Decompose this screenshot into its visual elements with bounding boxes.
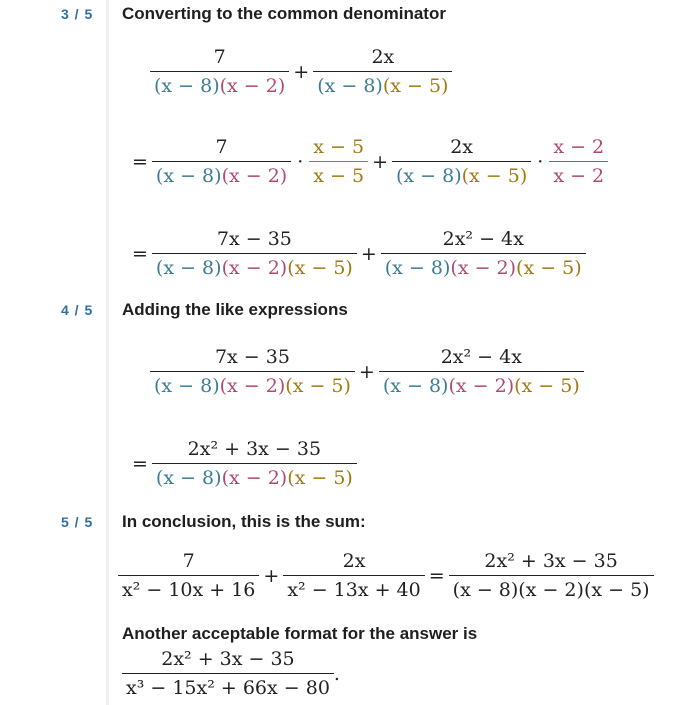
fraction: $\frac{\text{2x² − 4x}}{(x - 8)(x - 2)(x - 5)}$ [379,346,584,397]
fraction: $\frac{\text{2x² + 3x − 35}}{\text{x³ − 15x² + 66x − 80}}$ [122,648,334,699]
step-number: 3 / 5 [61,6,94,22]
step-rail [106,0,109,705]
fraction: $\frac{\text{2x² + 3x − 35}}{(x - 8)(x - 2)(x - 5)}$ [152,438,357,489]
fraction: $\frac{7}{(x - 8)(x - 2)}$ [150,46,289,97]
equation-alt-format: $\frac{\text{2x² + 3x − 35}}{\text{x³ − 15x² + 66x − 80}}$ . [122,648,340,699]
equation-expanded: = $\frac{7x - 35}{(x - 8)(x - 2)(x - 5)}$ + $\frac{\text{2x² − 4x}}{(x - 8)(x - 2)(x - 5)}$ [128,228,586,279]
step-heading: Adding the like expressions [122,300,348,319]
equation-like-expressions: $\frac{7x - 35}{(x - 8)(x - 2)(x - 5)}$ + $\frac{\text{2x² − 4x}}{(x - 8)(x - 2)(x - 5)}$ [150,346,584,397]
equation-sum-original: $\frac{7}{(x - 8)(x - 2)}$ + $\frac{2x}{(x - 8)(x - 5)}$ [150,46,452,97]
step-number: 4 / 5 [61,302,94,318]
fraction: $\frac{2x}{(x - 8)(x - 5)}$ [392,136,531,187]
step-heading: Converting to the common denominator [122,4,446,23]
fraction: $\frac{x - 5}{x - 5}$ [309,136,368,187]
fraction: $\frac{7x - 35}{(x - 8)(x - 2)(x - 5)}$ [152,228,357,279]
fraction: $\frac{7}{\text{x² − 10x + 16}}$ [118,550,259,601]
fraction: $\frac{x - 2}{x - 2}$ [549,136,608,187]
step-heading: In conclusion, this is the sum: [122,512,366,531]
equation-combined: = $\frac{\text{2x² + 3x − 35}}{(x - 8)(x - 2)(x - 5)}$ [128,438,357,489]
fraction: $\frac{\text{2x² − 4x}}{(x - 8)(x - 2)(x - 5)}$ [381,228,586,279]
fraction: $\frac{7x - 35}{(x - 8)(x - 2)(x - 5)}$ [150,346,355,397]
equation-multiply-factors: = $\frac{7}{(x - 8)(x - 2)}$ · $\frac{x - 5}{x - 5}$ + $\frac{2x}{(x - 8)(x - 5)}$ · $\frac{x - 2}{x - 2}$ [128,136,608,187]
equation-final-sum: $\frac{7}{\text{x² − 10x + 16}}$ + $\frac{2x}{\text{x² − 13x + 40}}$ = $\frac{\text{2x² + 3x − 35}}{(x - 8)(x - 2)(x - 5)}$ [118,550,654,601]
step-number: 5 / 5 [61,514,94,530]
alt-format-heading: Another acceptable format for the answer is [122,624,478,643]
fraction: $\frac{7}{(x - 8)(x - 2)}$ [152,136,291,187]
fraction: $\frac{2x}{(x - 8)(x - 5)}$ [313,46,452,97]
fraction: $\frac{\text{2x² + 3x − 35}}{(x - 8)(x - 2)(x - 5)}$ [449,550,654,601]
fraction: $\frac{2x}{\text{x² − 13x + 40}}$ [283,550,424,601]
